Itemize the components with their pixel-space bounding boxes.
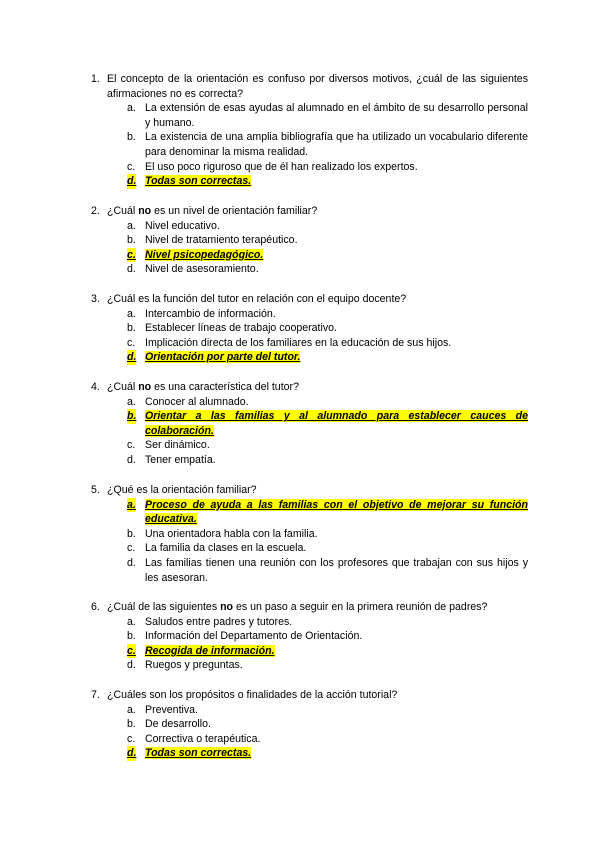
question-stem: 7. ¿Cuáles son los propósitos o finalidades de la acción tutorial? <box>91 689 398 701</box>
option-c-correct: c. Recogida de información. <box>127 644 275 657</box>
option-a: a. Preventiva. <box>127 703 198 716</box>
correct-answer-highlight: Todas son correctas. <box>145 747 252 760</box>
question-number: 6. <box>91 601 100 613</box>
question-stem: 2. ¿Cuál no es un nivel de orientación familiar? <box>91 205 318 217</box>
option-b: b. Una orientadora habla con la familia. <box>127 527 318 540</box>
question-stem: 6. ¿Cuál de las siguientes no es un paso a seguir en la primera reunión de padres? <box>91 601 488 613</box>
question-1 <box>0 72 600 189</box>
option-b: b. De desarrollo. <box>127 718 211 731</box>
correct-answer-highlight: Orientación por parte del tutor. <box>145 351 301 364</box>
question-2 <box>0 204 600 277</box>
question-5 <box>0 483 600 585</box>
option-c: c. Correctiva o terapéutica. <box>127 732 261 745</box>
option-b-correct: b. Orientar a las familias y al alumnado para establecer cauces de colaboración. <box>127 410 528 437</box>
option-a: a. Intercambio de información. <box>127 307 276 320</box>
correct-answer-highlight: Recogida de información. <box>145 644 275 657</box>
question-number: 1. <box>91 73 100 85</box>
question-stem: 5. ¿Qué es la orientación familiar? <box>91 484 257 496</box>
question-3 <box>0 292 600 365</box>
question-number: 2. <box>91 205 100 217</box>
option-a: a. Nivel educativo. <box>127 219 220 232</box>
correct-answer-highlight: Proceso de ayuda a las familias con el objetivo de mejorar su función educativa. <box>145 498 528 526</box>
option-b: b. La existencia de una amplia bibliografía que ha utilizado un vocabulario diferente para denominar la misma realidad. <box>127 131 528 158</box>
question-number: 7. <box>91 689 100 701</box>
question-number: 3. <box>91 293 100 305</box>
option-d: d. Ruegos y preguntas. <box>127 659 243 672</box>
option-c: c. Ser dinámico. <box>127 439 210 452</box>
correct-answer-highlight: Nivel psicopedagógico. <box>145 248 264 261</box>
question-7 <box>0 688 600 761</box>
question-6 <box>0 600 600 673</box>
question-number: 5. <box>91 484 100 496</box>
option-d-correct: d. Todas son correctas. <box>127 747 252 760</box>
correct-answer-highlight: Todas son correctas. <box>145 175 252 188</box>
option-d: d. Nivel de asesoramiento. <box>127 263 259 276</box>
option-b: b. Establecer líneas de trabajo cooperativo. <box>127 322 337 335</box>
question-4 <box>0 380 600 468</box>
option-d: d. Las familias tienen una reunión con los profesores que trabajan con sus hijos y les asesoran. <box>127 556 528 584</box>
option-c-correct: c. Nivel psicopedagógico. <box>127 248 264 261</box>
option-b: b. Información del Departamento de Orientación. <box>127 630 363 643</box>
option-b: b. Nivel de tratamiento terapéutico. <box>127 234 298 247</box>
option-a-correct: a. Proceso de ayuda a las familias con el objetivo de mejorar su función educativa. <box>127 498 528 526</box>
option-c: c. Implicación directa de los familiares en la educación de sus hijos. <box>127 336 452 349</box>
option-a: a. Saludos entre padres y tutores. <box>127 615 293 628</box>
question-stem: 3. ¿Cuál es la función del tutor en relación con el equipo docente? <box>91 293 407 305</box>
option-a: a. La extensión de esas ayudas al alumnado en el ámbito de su desarrollo personal y humano. <box>127 102 528 129</box>
option-d-correct: d. Todas son correctas. <box>127 175 252 188</box>
option-c: c. La familia da clases en la escuela. <box>127 542 307 555</box>
question-stem: 1. El concepto de la orientación es confuso por diversos motivos, ¿cuál de las siguientes afirmaciones no es correcta? <box>91 73 528 100</box>
correct-answer-highlight: Orientar a las familias y al alumnado para establecer cauces de colaboración. <box>145 410 528 437</box>
option-d: d. Tener empatía. <box>127 453 216 466</box>
option-d-correct: d. Orientación por parte del tutor. <box>127 351 301 364</box>
option-a: a. Conocer al alumnado. <box>127 395 249 408</box>
question-stem: 4. ¿Cuál no es una característica del tutor? <box>91 381 299 393</box>
question-number: 4. <box>91 381 100 393</box>
option-c: c. El uso poco riguroso que de él han realizado los expertos. <box>127 160 418 173</box>
